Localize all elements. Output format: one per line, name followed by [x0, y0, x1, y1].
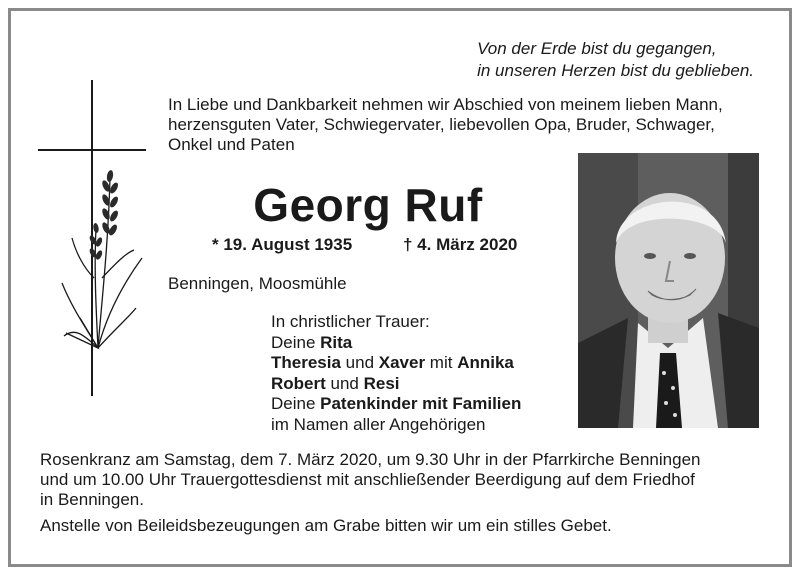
motto-line-1: Von der Erde bist du gegangen, — [477, 39, 717, 58]
mourner-connector: und — [340, 353, 379, 372]
service-line-2: und um 10.00 Uhr Trauergottesdienst mit anschließender Beerdigung auf dem Friedhof — [40, 470, 695, 489]
intro-line-3: Onkel und Paten — [168, 135, 295, 154]
portrait-photo — [578, 153, 759, 428]
intro-line-2: herzensguten Vater, Schwiegervater, liebevollen Opa, Bruder, Schwager, — [168, 115, 715, 134]
mourner-row — [271, 394, 521, 415]
death-date: † 4. März 2020 — [403, 235, 518, 254]
mourner-name: Xaver — [378, 353, 426, 372]
motto — [477, 38, 754, 82]
mourner-connector: mit — [425, 353, 458, 372]
mourner-name: Patenkinder mit Familien — [320, 394, 522, 413]
cross-with-wheat-icon — [36, 78, 148, 398]
condolence-note: Anstelle von Beileidsbezeugungen am Grabe bitten wir um ein stilles Gebet. — [40, 516, 612, 535]
mourner-name: Rita — [320, 332, 353, 352]
residence: Benningen, Moosmühle — [168, 274, 347, 293]
mourner-prefix: Deine — [271, 394, 321, 413]
mourner-prefix: Deine — [271, 332, 321, 352]
mourners-intro: In christlicher Trauer: — [271, 312, 430, 331]
motto-line-2: in unseren Herzen bist du geblieben. — [477, 61, 754, 80]
mourner-row — [271, 374, 521, 395]
mourners-closing: im Namen aller Angehörigen — [271, 414, 486, 434]
mourners-list — [271, 312, 521, 435]
service-line-3: in Benningen. — [40, 490, 144, 509]
deceased-name: Georg Ruf — [253, 179, 483, 231]
mourner-row — [271, 353, 521, 374]
mourner-name: Robert — [271, 373, 326, 393]
service-info — [40, 450, 780, 510]
mourner-name: Resi — [363, 373, 400, 393]
intro-line-1: In Liebe und Dankbarkeit nehmen wir Abschied von meinem lieben Mann, — [168, 95, 723, 114]
intro-text — [168, 95, 768, 155]
service-line-1: Rosenkranz am Samstag, dem 7. März 2020, um 9.30 Uhr in der Pfarrkirche Benningen — [40, 450, 701, 469]
mourner-row — [271, 333, 521, 354]
mourner-name: Theresia — [271, 353, 341, 372]
mourner-name: Annika — [457, 353, 514, 372]
mourner-connector: und — [325, 373, 364, 393]
birth-date: * 19. August 1935 — [212, 235, 353, 254]
